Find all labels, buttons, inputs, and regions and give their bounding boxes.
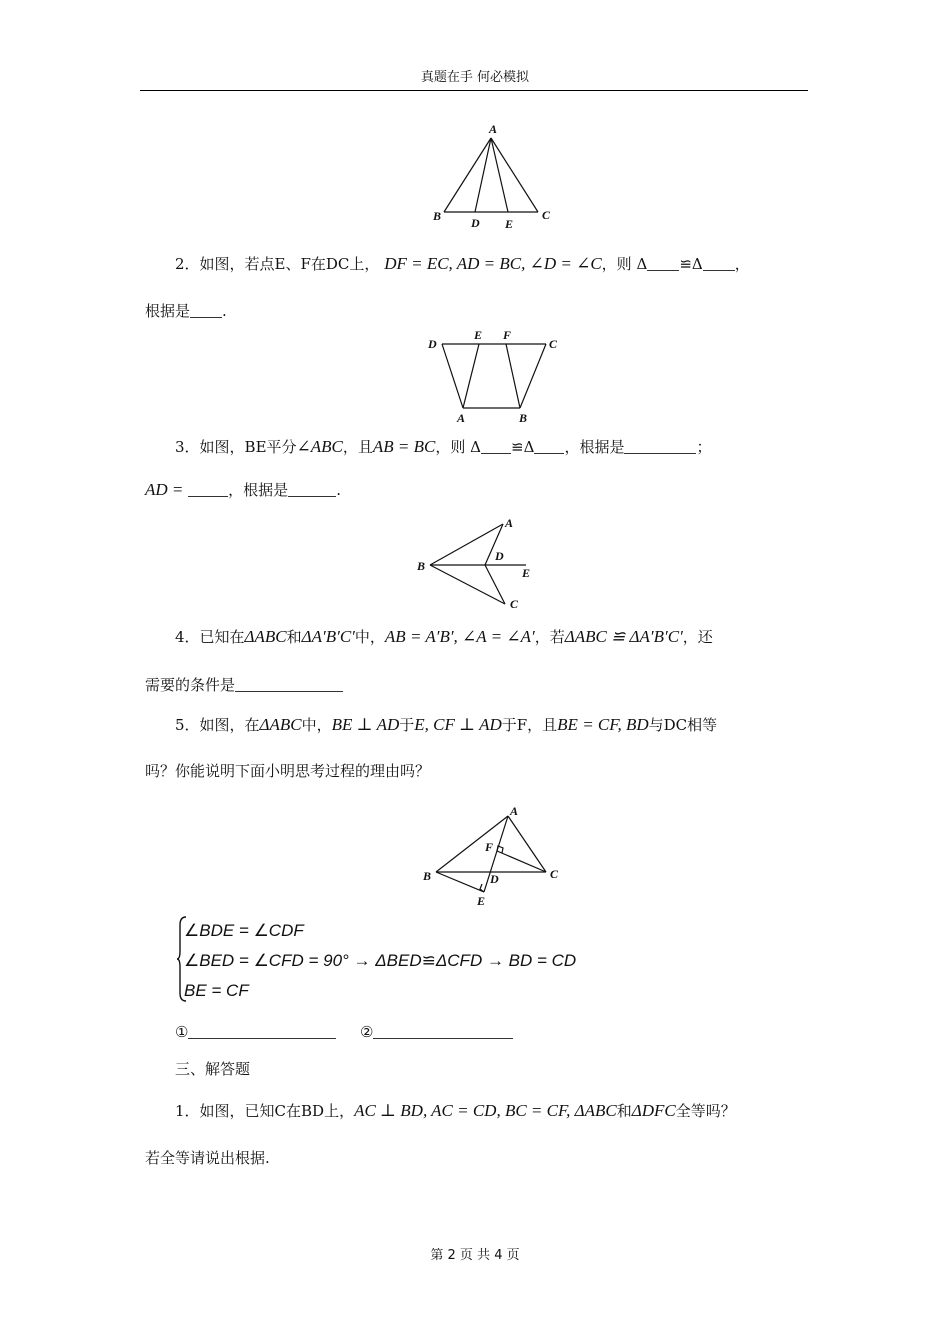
q5-yuF: 于F，且 bbox=[501, 716, 558, 734]
q4-in: 中， bbox=[354, 628, 385, 646]
q2-end: ， bbox=[734, 255, 750, 273]
q3-blank-4[interactable] bbox=[188, 482, 228, 497]
p1-prefix: 1．如图，已知C在BD上， bbox=[175, 1102, 355, 1120]
q5-yu: 于 bbox=[399, 716, 415, 734]
figure-1-triangle bbox=[428, 120, 558, 232]
fig3-label-A: A bbox=[505, 516, 514, 530]
fig2-label-C: C bbox=[549, 337, 558, 351]
q5-line-1 bbox=[175, 714, 717, 735]
header-rule bbox=[140, 90, 808, 91]
q4-blank[interactable] bbox=[235, 677, 343, 692]
blank-1-marker: ① bbox=[175, 1023, 189, 1041]
q4-if: ，若 bbox=[534, 628, 565, 646]
q2-basis-label: 根据是 bbox=[145, 302, 191, 320]
q4-still: ，还 bbox=[682, 628, 713, 646]
fig5-label-B: B bbox=[423, 869, 432, 883]
q4-t2: ΔA′B′C′ bbox=[301, 627, 355, 646]
q3-tri-2: Δ bbox=[523, 438, 535, 456]
reasoning-line-2: ∠BED = ∠CFD = 90° → ΔBED≌ΔCFD → BD = CD bbox=[184, 951, 577, 970]
q3-semi: ； bbox=[696, 438, 712, 456]
q4-need: 需要的条件是 bbox=[145, 676, 236, 694]
p1-cond: AC ⊥ BD, AC = CD, BC = CF, ΔABC bbox=[354, 1101, 617, 1120]
q3-line2-math: AD = bbox=[145, 480, 184, 499]
q2-prefix: 2．如图，若点E、F在DC上， bbox=[175, 255, 380, 273]
fig2-label-F: F bbox=[503, 328, 512, 342]
q2-math: DF = EC, AD = BC, ∠D = ∠C bbox=[384, 254, 602, 273]
q4-and: 和 bbox=[286, 628, 302, 646]
q4-cond: AB = A′B′, ∠A = ∠A′ bbox=[384, 627, 535, 646]
q2-tri-2: Δ bbox=[691, 255, 703, 273]
q3-prefix: 3．如图，BE平分 bbox=[175, 438, 297, 456]
q2-line-1 bbox=[175, 253, 750, 274]
q2-cong: ≌ bbox=[679, 255, 692, 273]
q4-t1: ΔABC bbox=[244, 627, 287, 646]
fig2-label-A: A bbox=[457, 411, 466, 425]
q5-c3: BE = CF, BD bbox=[557, 715, 649, 734]
fig3-label-B: B bbox=[417, 559, 426, 573]
q3-mid: ，且 bbox=[342, 438, 373, 456]
q3-blank-1[interactable] bbox=[481, 439, 511, 454]
blank-2-marker: ② bbox=[360, 1023, 374, 1041]
q5-c2: E, CF ⊥ AD bbox=[414, 715, 502, 734]
fig1-label-A: A bbox=[489, 122, 498, 136]
reasoning-system bbox=[184, 916, 576, 1006]
fig1-label-E: E bbox=[505, 217, 514, 231]
q2-tri-1: Δ bbox=[636, 255, 648, 273]
q5-prefix: 5．如图，在 bbox=[175, 716, 260, 734]
p1-q: 全等吗？ bbox=[675, 1102, 736, 1120]
answer-blank-1[interactable] bbox=[188, 1024, 336, 1039]
fig5-label-F: F bbox=[485, 840, 494, 854]
fig5-label-A: A bbox=[510, 806, 519, 818]
q2-basis-blank[interactable] bbox=[190, 303, 222, 318]
fig2-label-D: D bbox=[428, 337, 437, 351]
fig3-label-D: D bbox=[495, 549, 504, 563]
figure-5-triangle bbox=[418, 806, 568, 912]
q4-prefix: 4．已知在 bbox=[175, 628, 245, 646]
q5-tri: ΔABC bbox=[259, 715, 302, 734]
q2-blank-1[interactable] bbox=[647, 256, 679, 271]
q3-then: ，则 bbox=[435, 438, 466, 456]
q5-tail: 与DC相等 bbox=[648, 716, 718, 734]
q3-tri-1: Δ bbox=[470, 438, 482, 456]
fig1-label-B: B bbox=[433, 209, 442, 223]
fig3-label-E: E bbox=[522, 566, 531, 580]
fig5-label-C: C bbox=[550, 867, 559, 881]
section-3-heading: 三、解答题 bbox=[175, 1060, 251, 1078]
q3-blank-3[interactable] bbox=[624, 439, 696, 454]
q5-c1: BE ⊥ AD bbox=[331, 715, 400, 734]
p1-line-2: 若全等请说出根据. bbox=[145, 1149, 270, 1167]
q2-blank-2[interactable] bbox=[703, 256, 735, 271]
answer-blank-2[interactable] bbox=[373, 1024, 513, 1039]
q3-line2-basis: ，根据是 bbox=[228, 481, 289, 499]
q3-eq: AB = BC bbox=[372, 437, 436, 456]
q4-goal: ΔABC ≌ ΔA′B′C′ bbox=[564, 627, 683, 646]
q3-blank-2[interactable] bbox=[534, 439, 564, 454]
p1-t2: ΔDFC bbox=[631, 1101, 676, 1120]
q5-in: 中， bbox=[301, 716, 332, 734]
figure-2-trapezoid bbox=[422, 326, 568, 426]
q2-line-2 bbox=[145, 300, 227, 321]
q3-angle: ∠ABC bbox=[296, 437, 343, 456]
q3-basis: ，根据是 bbox=[564, 438, 625, 456]
q3-line2-end: . bbox=[336, 481, 341, 499]
fig1-label-C: C bbox=[542, 208, 551, 222]
q3-cong: ≌ bbox=[511, 438, 524, 456]
fig5-label-E: E bbox=[477, 894, 486, 908]
fig2-label-E: E bbox=[474, 328, 483, 342]
page-footer: 第 2 页 共 4 页 bbox=[430, 1248, 520, 1263]
p1-line-1 bbox=[175, 1100, 736, 1121]
q2-mid: ，则 bbox=[601, 255, 632, 273]
q3-blank-5[interactable] bbox=[288, 482, 336, 497]
answer-blanks-row bbox=[175, 1023, 513, 1041]
q3-line-1 bbox=[175, 436, 711, 457]
reasoning-line-3: BE = CF bbox=[184, 981, 249, 1000]
q2-line2-end: . bbox=[222, 302, 227, 320]
p1-and: 和 bbox=[616, 1102, 632, 1120]
fig5-label-D: D bbox=[490, 872, 499, 886]
figure-3-kite bbox=[412, 512, 550, 616]
fig2-label-B: B bbox=[519, 411, 528, 425]
fig1-label-D: D bbox=[471, 216, 480, 230]
reasoning-line-1: ∠BDE = ∠CDF bbox=[184, 921, 304, 940]
q5-line-2: 吗？你能说明下面小明思考过程的理由吗？ bbox=[145, 762, 431, 780]
fig3-label-C: C bbox=[510, 597, 519, 611]
q3-line-2 bbox=[145, 479, 341, 500]
q4-line-2 bbox=[145, 674, 343, 695]
q4-line-1 bbox=[175, 626, 713, 647]
page-header: 真题在手 何必模拟 bbox=[420, 70, 530, 85]
